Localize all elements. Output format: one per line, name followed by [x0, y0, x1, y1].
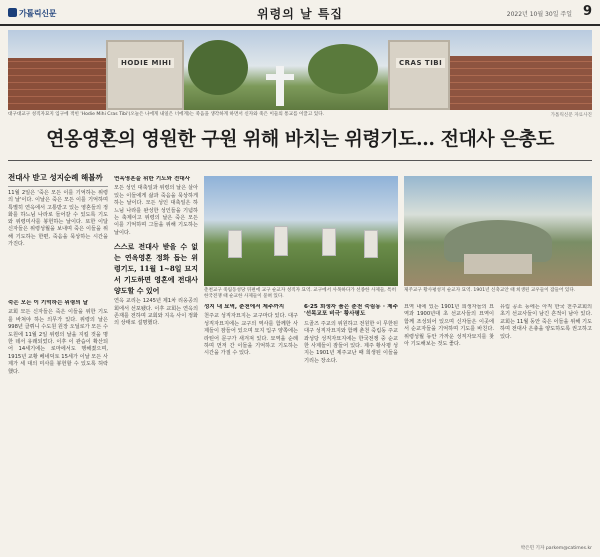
column-6	[500, 304, 592, 536]
column-3	[204, 304, 298, 544]
photo-caption: 제주교구 황사평성지 순교자 묘역. 1901년 신축교안 때 희생된 교우들이 잠들어 있다.	[404, 288, 576, 293]
gravestone	[228, 230, 242, 258]
body-paragraph: 연옥 교리는 1245년 제1차 리옹공의회에서 선포됐다. 이후 교회는 연옥의 존재를 전하며 교회와 지옥 사이 정화의 상태로 설명했다.	[114, 298, 198, 327]
left-column	[8, 172, 108, 248]
section-heading: 성지 내 묘역, 춘천에서 제주까지	[204, 304, 285, 310]
header-rule	[0, 0, 600, 26]
logo-text: 가톨릭신문	[19, 9, 57, 18]
section-heading: 6·25 희생자 품은 춘천 죽림동 · 제주 '선목교포 비극' 황사평도	[304, 304, 398, 318]
section-heading: 죽은 모든 이 기억하는 위령의 날	[8, 300, 88, 306]
gravestone	[364, 230, 378, 258]
body-paragraph: 유림 공소 등에는 아직 한국 천주교회의 초기 선교사들이 남긴 흔적이 남아 있다. 교회는 11월 동안 죽은 이들을 위해 기도하며 전대사 은총을 양도하도록 권고하고 있다.	[500, 304, 592, 340]
plaque-left: HODIE MIHI	[118, 58, 174, 68]
subhead: 전대사 받고 성지순례 해볼까	[8, 172, 108, 187]
gate-pillar-right	[388, 40, 450, 110]
photo-caption: 춘천교구 죽림동성당 뒤편에 교구 순교자 성직자 묘역. 교구에서 사목하다가 선종한 사제들, 특히 한국전쟁 때 순교한 사제들이 묻혀 있다.	[204, 288, 397, 299]
cemetery-photo-jeju	[404, 176, 592, 286]
plaque-right: CRAS TIBI	[396, 58, 445, 68]
gravestone	[274, 226, 288, 256]
stone-slab	[464, 254, 532, 274]
body-paragraph: 천주교 성직자묘지는 교구마다 있다. 대구 성직자묘지에는 교구의 역사를 함께한 사제들이 잠들어 있으며 묘지 입구 양쪽에는 라틴어 문구가 새겨져 있다. 묘역을 순례하며 먼저 간 이들을 기억하고 기도하는 시간을 가질 수 있다.	[204, 313, 298, 357]
column-5	[404, 304, 494, 544]
brick-wall-right	[432, 56, 592, 110]
issue-date: 2022년 10월 30일 주일	[506, 11, 572, 18]
tree	[308, 44, 378, 94]
lead-paragraph: 11월 2일은 '죽은 모든 이를 기억하는 위령의 날'이다. 이날은 죽은 모든 이를 기억하며 특별히 연옥에서 고통받고 있는 영혼들의 정화를 하느님 나라로 들어갈 수 있도록 기도와 위령미사를 봉헌하는 날이다. 또한 이달 신자들은 위령성월을 보내며 죽은 이들을 위해 기도하는 한편, 죽음을 묵상하는 시간을 가진다.	[8, 190, 108, 248]
page-number: 9	[582, 4, 592, 19]
top-photo	[8, 30, 592, 110]
section-title: 위령의 날 특집	[257, 7, 343, 21]
cross-icon	[276, 66, 284, 106]
column-4	[304, 304, 398, 544]
body-paragraph: 드골즈 주교의 위원하고 전원한 이 무한된 대구 성직자묘지와 함께 춘천 죽림동 주교좌성당 성직자묘지에는 한국전쟁 중 순교한 사제들이 잠들어 있다. 제주 황사평 성지는 1901년 제주교난 때 희생된 이들을 기리는 장소다.	[304, 320, 398, 364]
body-paragraph: 모든 성인 대축일과 위령의 날은 살아있는 이들에게 삶과 죽음을 묵상하게 하는 날이다. 모든 성인 대축일은 하느님 나라를 완성한 성인들을 기념하는 축제이고 위령의 날은 죽은 모든 이를 기억하며 그들을 위해 기도하는 날이다.	[114, 185, 198, 236]
byline: 박은민 기자 parkem@catimes.kr	[520, 546, 592, 551]
pull-quote: 스스로 전대사 받을 수 없는 연옥영혼 정화 돕는 위령기도, 11월 1~8일 묘지서 기도하면 영혼에 전대사 양도할 수 있어	[114, 242, 198, 296]
left-column-body	[8, 300, 108, 545]
section-heading: 연옥영혼을 위한 기도와 전대사	[114, 176, 191, 182]
column-2	[114, 176, 198, 546]
gate-pillar-left	[106, 40, 184, 110]
gravestone	[322, 228, 336, 256]
tree	[188, 40, 248, 95]
headline: 연옹영혼의 영원한 구원 위해 바치는 위령기도… 전대사 은총도	[46, 128, 554, 150]
photo-credit: 가톨릭신문 자료사진	[550, 113, 592, 118]
headline-rule	[8, 160, 592, 161]
top-photo-caption: 대구대교구 성직자묘지 입구에 적힌 'Hodie Mihi Cras Tibi'(오늘은 나에게 내일은 너에게)는 죽음을 생각하게 하면서 신자와 죽은 이들의 통교를 이끌고 있다.	[8, 112, 325, 117]
cemetery-photo-chuncheon	[204, 176, 398, 286]
body-paragraph: 묘역 내에 있는 1901년 희생자들의 묘역과 1900년대 초 선교사들의 묘역이 함께 조성되어 있으며 신자들은 이곳에서 순교자들을 기억하며 기도를 바친다. 위령성월 동안 가까운 성직자묘지를 찾아 기도해보는 것도 좋다.	[404, 304, 494, 348]
body-paragraph: 교회 모든 신자들은 죽은 이들을 위한 기도를 바쳐야 하는 의무가 있다. 위령의 날은 998년 클뤼니 수도원 원장 오딜로가 모든 수도원에 11월 2일 위령의 날을 지킬 것을 명한 데서 유래되었다. 이후 이 관습이 확산되어 14세기에는 로마에서도 행해졌으며, 1915년 교황 베네딕토 15세가 이날 모든 사제가 세 대의 미사를 봉헌할 수 있도록 허락했다.	[8, 309, 108, 375]
